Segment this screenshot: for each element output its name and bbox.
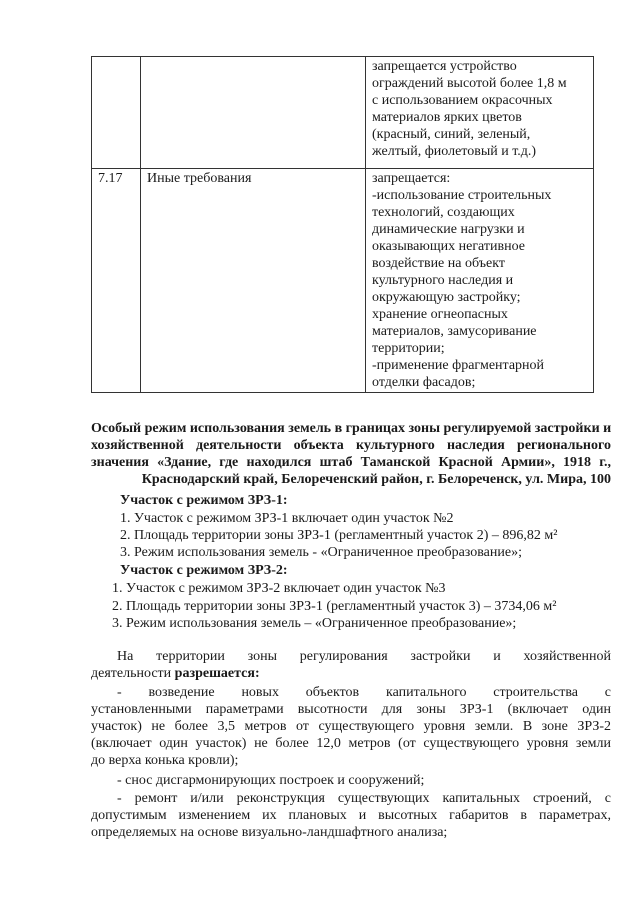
text-line: материалов ярких цветов: [372, 110, 522, 125]
paragraph-line: допустимым изменением их плановых и высотных габаритов в параметрах,: [91, 808, 611, 823]
table-row: [92, 57, 594, 169]
paragraph-line: - снос дисгармонирующих построек и сооружений;: [117, 773, 425, 788]
zone1-item: 2. Площадь территории зоны ЗРЗ-1 (регламентный участок 2) – 896,82 м²: [120, 528, 558, 543]
zone2-item: 2. Площадь территории зоны ЗРЗ-1 (регламентный участок 3) – 3734,06 м²: [112, 599, 557, 614]
text-line: территории;: [372, 341, 445, 356]
requirements-table: [91, 56, 594, 393]
paragraph-line: участок) не более 3,5 метров от существующего уровня земли. В зоне ЗРЗ-2: [91, 719, 611, 734]
table-row: [92, 169, 594, 393]
row-number-cell: 7.17: [92, 169, 141, 393]
text-line: воздействие на объект: [372, 256, 505, 271]
heading-line: Особый режим использования земель в границах зоны регулируемой застройки и: [91, 421, 612, 436]
text-line: желтый, фиолетовый и т.д.): [372, 144, 537, 159]
text-line: (красный, синий, зеленый,: [372, 127, 531, 142]
zone1-item: 1. Участок с режимом ЗРЗ-1 включает один участок №2: [120, 511, 454, 526]
paragraph-line: - ремонт и/или реконструкция существующих капитальных строений, с: [117, 791, 611, 806]
text-line: хранение огнеопасных: [372, 307, 508, 322]
row-name-cell: [141, 57, 366, 169]
text-line: окружающую застройку;: [372, 290, 521, 305]
row-text-lines: [372, 170, 587, 391]
row-text-lines: [372, 58, 587, 160]
zone1-title: Участок с режимом ЗРЗ-1:: [120, 493, 288, 508]
text-line: отделки фасадов;: [372, 375, 476, 390]
zone2-title: Участок с режимом ЗРЗ-2:: [120, 563, 288, 578]
intro-text: деятельности: [91, 666, 175, 681]
heading-line: Краснодарский край, Белореченский район, г. Белореченск, ул. Мира, 100: [141, 472, 611, 487]
heading-line: хозяйственной деятельности объекта культурного наследия регионального: [91, 438, 611, 453]
zone1-item: 3. Режим использования земель - «Ограниченное преобразование»;: [120, 545, 522, 560]
text-line: технологий, создающих: [372, 205, 515, 220]
text-line: ограждений высотой более 1,8 м: [372, 76, 567, 91]
heading-line: значения «Здание, где находился штаб Таманской Красной Армии», 1918 г.,: [91, 455, 611, 470]
text-line: -использование строительных: [372, 188, 552, 203]
paragraph-line: определяемых на основе визуально-ландшафтного анализа;: [91, 825, 448, 840]
text-line: с использованием окрасочных: [372, 93, 553, 108]
allowed-intro: [91, 648, 611, 682]
row-text-cell: [366, 169, 594, 393]
text-line: динамические нагрузки и: [372, 222, 525, 237]
text-line: запрещается:: [372, 171, 451, 186]
text-line: материалов, замусоривание: [372, 324, 537, 339]
paragraph-line: - возведение новых объектов капитального строительства с: [117, 685, 611, 700]
row-name-cell: Иные требования: [141, 169, 366, 393]
paragraph-line: (включает один участок) не более 12,0 метров (от существующего уровня земли: [91, 736, 611, 751]
intro-line: [91, 665, 611, 682]
zone2-item: 3. Режим использования земель – «Ограниченное преобразование»;: [112, 616, 517, 631]
allowed-paragraph-2: [91, 772, 611, 789]
intro-line: На территории зоны регулирования застройки и хозяйственной: [117, 649, 611, 664]
text-line: -применение фрагментарной: [372, 358, 545, 373]
allowed-paragraph-1: [91, 684, 611, 769]
allowed-label: разрешается:: [174, 666, 260, 681]
row-number-cell: [92, 57, 141, 169]
zone2-item: 1. Участок с режимом ЗРЗ-2 включает один участок №3: [112, 581, 446, 596]
text-line: культурного наследия и: [372, 273, 514, 288]
row-text-cell: [366, 57, 594, 169]
paragraph-line: установленными параметрами высотности для зоны ЗРЗ-1 (включает один: [91, 702, 611, 717]
section-heading: [91, 420, 611, 488]
allowed-paragraph-3: [91, 790, 611, 841]
paragraph-line: до верха конька кровли);: [91, 753, 239, 768]
text-line: оказывающих негативное: [372, 239, 526, 254]
text-line: запрещается устройство: [372, 59, 517, 74]
